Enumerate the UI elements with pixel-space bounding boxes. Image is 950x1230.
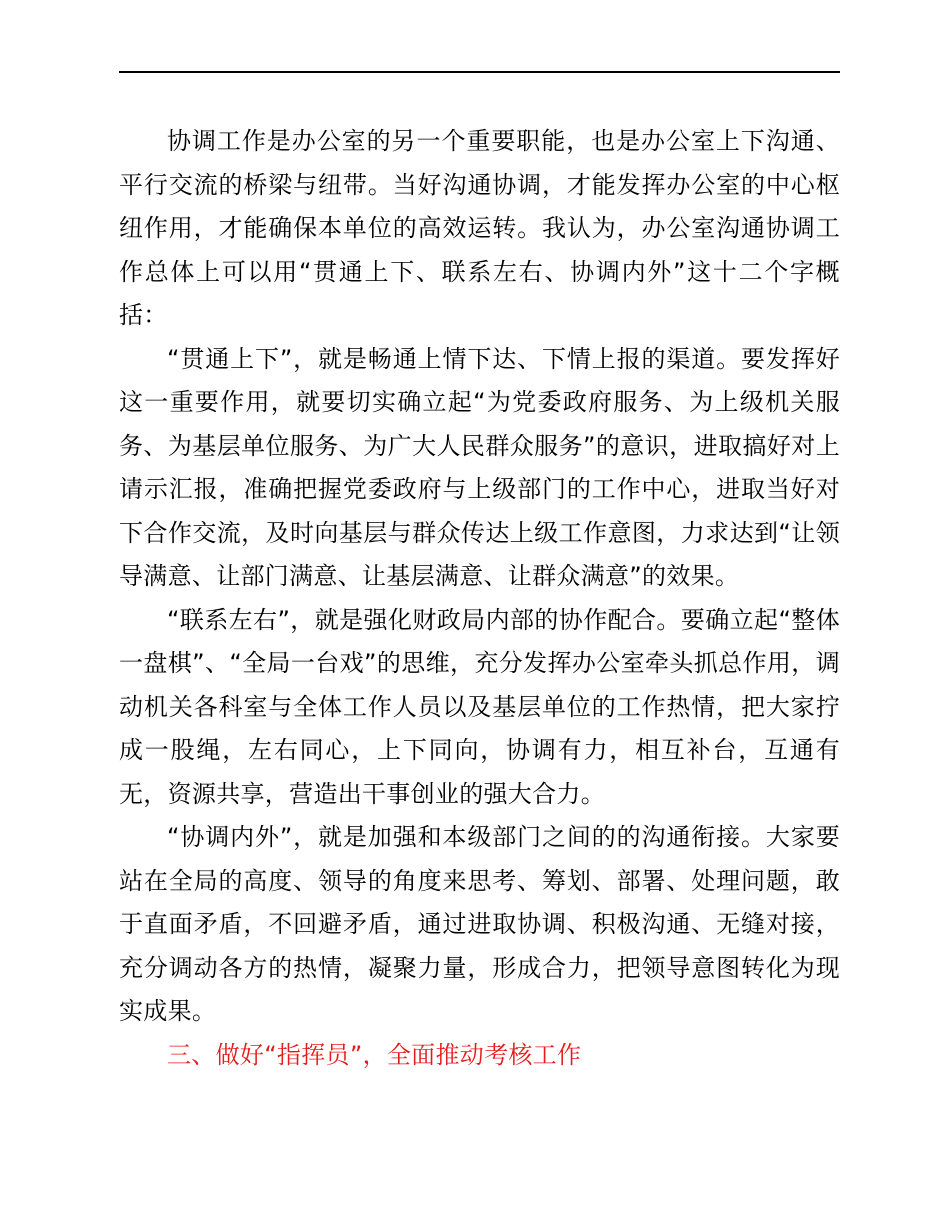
header-rule [119, 71, 840, 73]
paragraph-coordinate-inside-outside: “协调内外”，就是加强和本级部门之间的的沟通衔接。大家要站在全局的高度、领导的角度来思考、筹划、部署、处理问题，敢于直面矛盾，不回避矛盾，通过进取协调、积极沟通、无缝对接，充分调动各方的热情，凝聚力量，形成合力，把领导意图转化为现实成果。 [119, 823, 840, 1025]
section-heading: 三、做好“指挥员”，全面推动考核工作 [167, 1040, 582, 1069]
paragraph-coordination-intro: 协调工作是办公室的另一个重要职能，也是办公室上下沟通、平行交流的桥梁与纽带。当好沟通协调，才能发挥办公室的中心枢纽作用，才能确保本单位的高效运转。我认为，办公室沟通协调工作总体上可以用“贯通上下、联系左右、协调内外”这十二个字概括： [119, 127, 840, 329]
paragraph-link-left-right: “联系左右”，就是强化财政局内部的协作配合。要确立起“整体一盘棋”、“全局一台戏”的思维，充分发挥办公室牵头抓总作用，调动机关各科室与全体工作人员以及基层单位的工作热情，把大家拧成一股绳，左右同心，上下同向，协调有力，相互补台，互通有无，资源共享，营造出干事创业的强大合力。 [119, 605, 840, 808]
paragraph-connect-up-down: “贯通上下”，就是畅通上情下达、下情上报的渠道。要发挥好这一重要作用，就要切实确立起“为党委政府服务、为上级机关服务、为基层单位服务、为广大人民群众服务”的意识，进取搞好对上请示汇报，准确把握党委政府与上级部门的工作中心，进取当好对下合作交流，及时向基层与群众传达上级工作意图，力求达到“让领导满意、让部门满意、让基层满意、让群众满意”的效果。 [119, 344, 840, 590]
document-body [119, 120, 840, 1077]
